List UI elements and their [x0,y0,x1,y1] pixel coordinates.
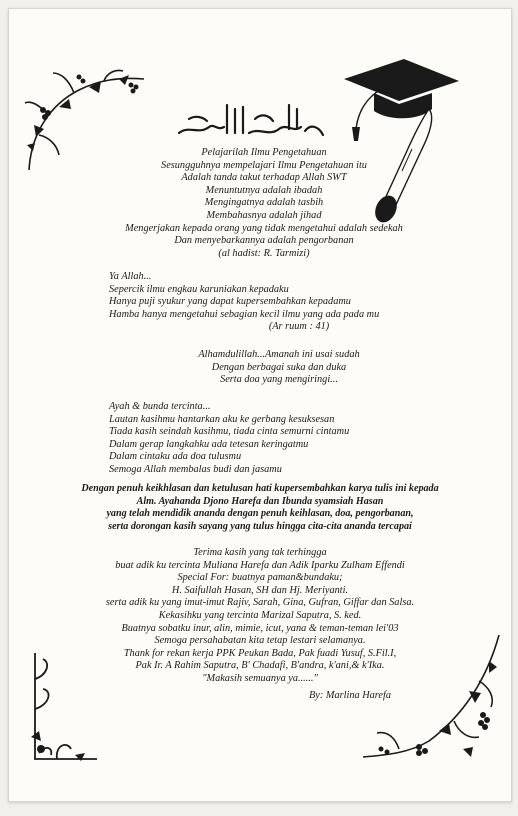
text-line: Dalam cintaku ada doa tulusmu [109,451,242,463]
text-line: Thank for rekan kerja PPK Peukan Bada, Pak fuadi Yusuf, S.Fil.I, [123,647,397,659]
text-line: Alm. Ayahanda Djono Harefa dan Ibunda syamsiah Hasan [136,495,384,507]
text-line: Semoga Allah membalas budi dan jasamu [109,463,282,475]
text-line: Menuntutnya adalah ibadah [205,184,323,196]
hadith-quote [89,147,439,260]
text-line: Dan menyebarkannya adalah pengorbanan [174,235,354,247]
dedication-statement [19,483,501,533]
thanks-list [19,547,501,686]
signature [309,690,429,703]
prayer-quote [109,271,429,334]
text-line: Pelajarilah Ilmu Pengetahuan [201,147,327,158]
text-line: Hanya puji syukur yang dapat kupersembahkan kepadamu [109,296,351,308]
text-line: Tiada kasih seindah kasihmu, tiada cinta semurni cintamu [109,426,350,438]
text-line: Mengerjakan kepada orang yang tidak mengetahui adalah sedekah [125,222,403,234]
text-line: serta adik ku yang imut-imut Rajiv, Sarah, Gina, Gufran, Giffar dan Salsa. [105,597,415,609]
text-line: serta dorongan kasih sayang yang tulus hingga cita-cita ananda tercapai [108,520,412,532]
text-line: Ayah & bunda tercinta... [109,401,211,412]
text-line: Ya Allah... [109,271,152,282]
text-line: Special For: buatnya paman&bundaku; [177,572,343,584]
text-line: Alhamdulillah...Amanah ini usai sudah [198,349,360,360]
text-line: "Makasih semuanya ya......" [202,672,318,684]
text-line: H. Saifullah Hasan, SH dan Hj. Meriyanti. [171,584,349,596]
author-signature: By: Marlina Harefa [309,690,391,701]
text-line: Semoga persahabatan kita tetap lestari selamanya. [154,635,366,647]
text-line: Dengan berbagai suka dan duka [211,361,347,373]
parents-verse [109,401,429,477]
dedication-page [8,8,512,802]
svg-text:بِسْمِ اللَّهِ الرَّحْمَنِ الر: بِسْمِ اللَّهِ الرَّحْمَنِ الرَّحِيم [169,97,179,98]
text-line: Sesungguhnya mempelajari Ilmu Pengetahuan itu [161,159,367,171]
text-line: Pak Ir. A Rahim Saputra, B' Chadafi, B'andra, k'ani,& k'Ika. [135,660,385,672]
text-line: Sepercik ilmu engkau karuniakan kepadaku [109,283,289,295]
text-line: Mengingatnya adalah tasbih [204,197,324,209]
text-line: Kekasihku yang tercinta Marizal Saputra, S. ked. [158,609,362,621]
text-line: (al hadist: R. Tarmizi) [218,247,310,259]
text-line: Terima kasih yang tak terhingga [193,547,327,558]
text-line: Lautan kasihmu hantarkan aku ke gerbang kesuksesan [109,413,335,425]
gratitude-verse [129,349,429,387]
text-line: Dengan penuh keikhlasan dan ketulusan hati kupersembahkan karya tulis ini kepada [81,483,439,494]
text-line: Hamba hanya mengetahui sebagian kecil ilmu yang ada pada mu [109,308,380,320]
text-line: Dalam gerap langkahku ada tetesan keringatmu [109,438,309,450]
quran-reference: (Ar ruum : 41) [268,321,330,333]
text-line: Adalah tanda takut terhadap Allah SWT [181,172,347,184]
text-line: yang telah mendidik ananda dengan penuh keihlasan, doa, pengorbanan, [106,508,414,520]
text-line: Serta doa yang mengiringi... [220,374,338,386]
text-line: Membahasnya adalah jihad [206,209,322,221]
text-line: Buatnya sobatku inur, alin, mimie, icut, yana & teman-teman lei'03 [121,622,399,634]
text-line: buat adik ku tercinta Muliana Harefa dan Adik Iparku Zulham Effendi [115,559,405,571]
